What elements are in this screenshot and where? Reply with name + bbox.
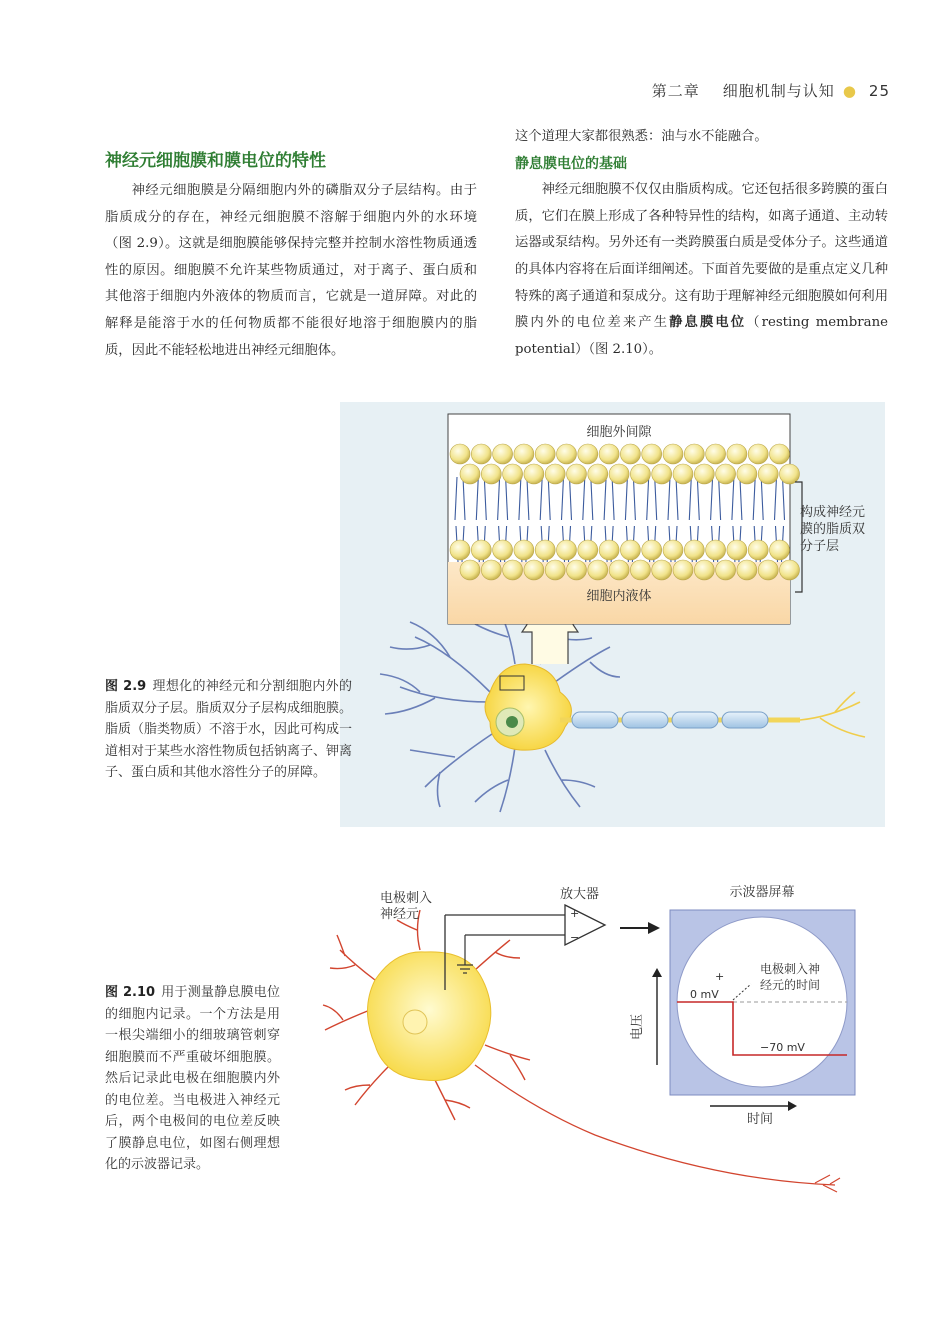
y-axis-arrowhead (652, 968, 662, 977)
lipid-head (450, 540, 470, 560)
separator-dot: ● (842, 82, 857, 100)
lipid-head (588, 560, 608, 580)
lipid-head (503, 464, 523, 484)
lipid-head (599, 540, 619, 560)
lipid-head (684, 540, 704, 560)
label-electrode-2: 神经元 (380, 907, 420, 922)
lipid-head (493, 540, 513, 560)
lipid-head (716, 464, 736, 484)
lipid-head (545, 464, 565, 484)
lipid-head (503, 560, 523, 580)
lipid-head (620, 540, 640, 560)
lipid-head (663, 444, 683, 464)
label-entry-2: 经元的时间 (759, 978, 821, 992)
lipid-head (493, 444, 513, 464)
lipid-head (673, 464, 693, 484)
label-electrode-1: 电极刺入 (380, 891, 433, 906)
lipid-head (694, 560, 714, 580)
lipid-head (673, 560, 693, 580)
continuation-text: 这个道理大家都很熟悉：油与水不能融合。 (515, 129, 768, 144)
lipid-head (578, 540, 598, 560)
lipid-head (514, 540, 534, 560)
electrode-wire-minus (465, 935, 565, 965)
x-axis-arrowhead (788, 1101, 797, 1111)
scope-plus-sign: + (715, 970, 725, 983)
lipid-head (471, 444, 491, 464)
page-number: 25 (868, 82, 890, 100)
lipid-head (535, 444, 555, 464)
lipid-head (481, 464, 501, 484)
figure-2-9-caption-text: 理想化的神经元和分割细胞内外的脂质双分子层。脂质双分子层构成细胞膜。脂质（脂类物质）不溶于水，因此可构成一道相对于某些水溶性物质包括钠离子、钾离子、蛋白质和其他水溶性分子的屏障。 (105, 679, 353, 780)
label-time: 时间 (746, 1112, 774, 1127)
figure-2-10-number: 图 2.10 (105, 985, 156, 1000)
label-extracellular: 细胞外间隙 (586, 425, 652, 440)
lipid-head (737, 560, 757, 580)
label-amplifier: 放大器 (560, 887, 600, 902)
lipid-head (706, 444, 726, 464)
lipid-head (524, 464, 544, 484)
lipid-head (706, 540, 726, 560)
lipid-head (620, 444, 640, 464)
left-column (105, 178, 477, 364)
lipid-head (514, 444, 534, 464)
chapter-title: 细胞机制与认知 (722, 82, 835, 100)
label-scope: 示波器屏幕 (729, 885, 795, 900)
lipid-head (727, 444, 747, 464)
lipid-head (780, 560, 800, 580)
lipid-head (748, 540, 768, 560)
lipid-head (770, 444, 790, 464)
nucleus-2 (403, 1010, 427, 1034)
signal-arrowhead (648, 922, 660, 934)
subheading: 静息膜电位的基础 (515, 155, 627, 172)
lipid-head (567, 464, 587, 484)
section-title: 神经元细胞膜和膜电位的特性 (105, 151, 326, 171)
label-voltage: 电压 (630, 1013, 645, 1041)
label-bilayer-3: 分子层 (800, 539, 840, 554)
label-zero-mv: 0 mV (690, 988, 719, 1001)
right-paragraph (515, 177, 888, 363)
lipid-head (780, 464, 800, 484)
lipid-head (630, 560, 650, 580)
lipid-head (630, 464, 650, 484)
label-entry-1: 电极刺入神 (759, 962, 821, 976)
lipid-head (642, 540, 662, 560)
lipid-head (609, 464, 629, 484)
key-term: 静息膜电位 (669, 315, 747, 331)
para-text-before: 神经元细胞膜不仅仅由脂质构成。它还包括很多跨膜的蛋白质，它们在膜上形成了各种特异性的结构，如离子通道、主动转运器或泵结构。另外还有一类跨膜蛋白质是受体分子。这些通道的具体内容将在后面详细阐述。下面首先要做的是重点定义几种特殊的离子通道和泵成分。这有助于理解神经元细胞膜如何利用膜内外的电位差来产生 (515, 182, 888, 331)
figure-2-10-caption (105, 982, 280, 1176)
lipid-head (557, 444, 577, 464)
section-paragraph: 神经元细胞膜是分隔细胞内外的磷脂双分子层结构。由于脂质成分的存在，神经元细胞膜不溶解于细胞内外的水环境（图 2.9）。这就是细胞膜能够保持完整并控制水溶性物质通透性的原因。细胞膜不允许某些物质通过，对于离子、蛋白质和其他溶于细胞内外液体的物质而言，它就是一道屏障。对此的解释是能溶于水的任何物质都不能很好地溶于细胞膜内的脂质，因此不能轻松地进出神经元细胞体。 (105, 183, 477, 358)
lipid-head (737, 464, 757, 484)
lipid-head (727, 540, 747, 560)
chapter-number: 第二章 (651, 82, 700, 100)
amp-minus-sign: − (570, 931, 580, 944)
neuron-soma-2 (368, 952, 491, 1081)
lipid-head (758, 560, 778, 580)
figure-2-10-caption-text: 用于测量静息膜电位的细胞内记录。一个方法是用一根尖端细小的细玻璃管刺穿细胞膜而不严重破坏细胞膜。然后记录此电极在细胞膜内外的电位差。当电极进入神经元后，两个电极间的电位差反映了膜静息电位，如图右侧理想化的示波器记录。 (105, 985, 280, 1172)
lipid-head (588, 464, 608, 484)
lipid-head (450, 444, 470, 464)
lipid-head (460, 560, 480, 580)
lipid-head (460, 464, 480, 484)
lipid-head (694, 464, 714, 484)
running-header (652, 80, 890, 101)
figure-2-9-neuron-bilayer (340, 402, 885, 827)
lipid-head (609, 560, 629, 580)
figure-2-9-caption (105, 676, 352, 784)
lipid-head (535, 540, 555, 560)
lipid-head (770, 540, 790, 560)
lipid-head (471, 540, 491, 560)
lipid-head (652, 560, 672, 580)
lipid-head (652, 464, 672, 484)
lipid-head (684, 444, 704, 464)
lipid-head (481, 560, 501, 580)
label-bilayer-1: 构成神经元 (800, 505, 866, 520)
lipid-head (567, 560, 587, 580)
lipid-head (716, 560, 736, 580)
bilayer-inset (448, 414, 800, 624)
nucleolus (506, 716, 518, 728)
figure-2-10-recording (315, 880, 875, 1215)
lipid-head (578, 444, 598, 464)
lipid-head (599, 444, 619, 464)
lipid-head (545, 560, 565, 580)
para-text-after: （resting membrane potential）（图 2.10）。 (515, 315, 889, 357)
amp-plus-sign: + (570, 907, 580, 920)
lipid-head (758, 464, 778, 484)
right-column (515, 124, 888, 363)
label-minus70-mv: −70 mV (760, 1041, 805, 1054)
lipid-head (663, 540, 683, 560)
lipid-head (642, 444, 662, 464)
lipid-head (748, 444, 768, 464)
lipid-head (524, 560, 544, 580)
figure-2-9-number: 图 2.9 (105, 679, 147, 694)
lipid-head (557, 540, 577, 560)
label-bilayer-2: 膜的脂质双 (800, 522, 866, 537)
label-intracellular: 细胞内液体 (586, 589, 652, 604)
